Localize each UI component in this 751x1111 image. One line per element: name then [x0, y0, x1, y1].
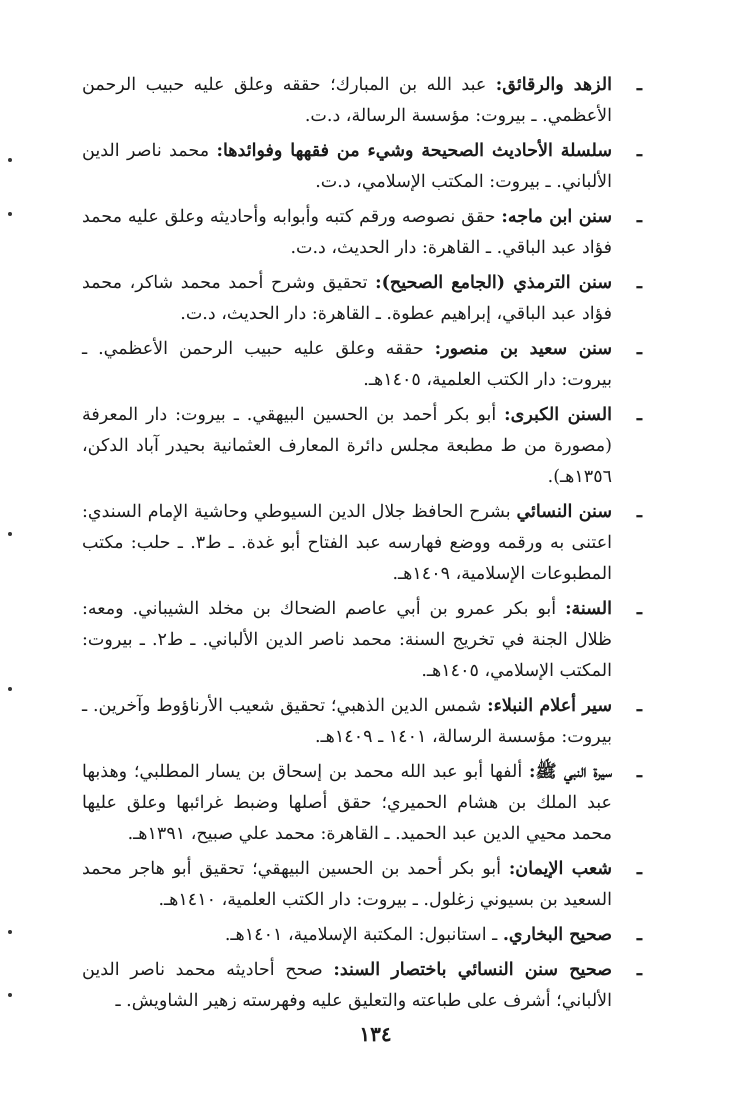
margin-dot — [8, 532, 12, 536]
entry-dash: ـ — [636, 925, 642, 945]
entry-dash: ـ — [636, 273, 642, 293]
entry-title: سلسلة الأحاديث الصحيحة وشيء من فقهها وفوائدها: — [216, 141, 612, 161]
bibliography-entry — [82, 497, 642, 590]
bibliography-entry — [82, 400, 642, 493]
entry-title: صحيح سنن النسائي باختصار السند: — [333, 960, 612, 980]
entry-title: سيرة النبي ﷺ: — [528, 762, 612, 782]
bibliography-entry — [82, 854, 642, 916]
entry-dash: ـ — [636, 339, 642, 359]
margin-dot — [8, 930, 12, 934]
entry-text: محمد ناصر الدين الألباني. ـ بيروت: المكتب الإسلامي، د.ت. — [82, 141, 612, 192]
entry-title: صحيح البخاري. — [502, 925, 612, 945]
entry-dash: ـ — [636, 141, 642, 161]
entry-dash: ـ — [636, 75, 642, 95]
entry-title: شعب الإيمان: — [508, 859, 612, 879]
entry-text: أبو بكر أحمد بن الحسين البيهقي. ـ بيروت: دار المعرفة (مصورة من ط مطبعة مجلس دائرة المعارف العثمانية بحيدر آباد الدكن، ١٣٥٦هـ). — [82, 405, 612, 487]
entry-title: سنن الترمذي (الجامع الصحيح): — [375, 273, 612, 293]
bibliography-entry — [82, 268, 642, 330]
entry-title: سير أعلام النبلاء: — [487, 696, 612, 716]
entry-dash: ـ — [636, 859, 642, 879]
entry-text: بشرح الحافظ جلال الدين السيوطي وحاشية الإمام السندي: اعتنى به ورقمه ووضع فهارسه عبد الفتاح أبو غدة. ـ ط٣. ـ حلب: مكتب المطبوعات الإسلامية، ١٤٠٩هـ. — [82, 502, 612, 584]
entry-text: حقق نصوصه ورقم كتبه وأبوابه وأحاديثه وعلق عليه محمد فؤاد عبد الباقي. ـ القاهرة: دار الحديث، د.ت. — [82, 207, 612, 258]
entry-dash: ـ — [636, 502, 642, 522]
bibliography-entry — [82, 136, 642, 198]
entry-title: السنة: — [565, 599, 612, 619]
entry-title: سنن سعيد بن منصور: — [434, 339, 612, 359]
entry-title: الزهد والرقائق: — [495, 75, 612, 95]
entry-dash: ـ — [636, 960, 642, 980]
bibliography-list — [82, 70, 642, 1021]
bibliography-entry — [82, 202, 642, 264]
entry-text: ألفها أبو عبد الله محمد بن إسحاق بن يسار المطلبي؛ وهذبها عبد الملك بن هشام الحميري؛ حقق أصلها وضبط غرائبها وعلق عليها محمد محيي الدين عبد الحميد. ـ القاهرة: محمد علي صبيح، ١٣٩١هـ. — [82, 762, 612, 844]
entry-dash: ـ — [636, 207, 642, 227]
entry-dash: ـ — [636, 599, 642, 619]
bibliography-entry — [82, 955, 642, 1017]
entry-dash: ـ — [636, 405, 642, 425]
entry-title: السنن الكبرى: — [504, 405, 612, 425]
page-number: ١٣٤ — [359, 1022, 392, 1046]
entry-dash: ـ — [636, 696, 642, 716]
bibliography-entry — [82, 334, 642, 396]
entry-dash: ـ — [636, 762, 642, 782]
bibliography-entry — [82, 70, 642, 132]
entry-text: عبد الله بن المبارك؛ حققه وعلق عليه حبيب الرحمن الأعظمي. ـ بيروت: مؤسسة الرسالة، د.ت. — [82, 75, 612, 126]
entry-title: سنن ابن ماجه: — [501, 207, 612, 227]
bibliography-entry — [82, 920, 642, 951]
bibliography-entry — [82, 757, 642, 850]
margin-dot — [8, 212, 12, 216]
entry-text: شمس الدين الذهبي؛ تحقيق شعيب الأرناؤوط وآخرين. ـ بيروت: مؤسسة الرسالة، ١٤٠١ ـ ١٤٠٩هـ. — [82, 696, 612, 747]
margin-dot — [8, 993, 12, 997]
margin-dot — [8, 158, 12, 162]
entry-text: حققه وعلق عليه حبيب الرحمن الأعظمي. ـ بيروت: دار الكتب العلمية، ١٤٠٥هـ. — [82, 339, 612, 390]
bibliography-entry — [82, 691, 642, 753]
entry-text: ـ استانبول: المكتبة الإسلامية، ١٤٠١هـ. — [224, 925, 498, 945]
entry-text: أبو بكر أحمد بن الحسين البيهقي؛ تحقيق أبو هاجر محمد السعيد بن بسيوني زغلول. ـ بيروت: دار الكتب العلمية، ١٤١٠هـ. — [82, 859, 612, 910]
margin-dot — [8, 687, 12, 691]
entry-text: صحح أحاديثه محمد ناصر الدين الألباني؛ أشرف على طباعته والتعليق عليه وفهرسته زهير الشاويش. ـ — [82, 960, 612, 1011]
bibliography-entry — [82, 594, 642, 687]
entry-title: سنن النسائي — [516, 502, 612, 522]
entry-text: تحقيق وشرح أحمد محمد شاكر، محمد فؤاد عبد الباقي، إبراهيم عطوة. ـ القاهرة: دار الحديث، د.ت. — [82, 273, 612, 324]
entry-text: أبو بكر عمرو بن أبي عاصم الضحاك بن مخلد الشيباني. ومعه: ظلال الجنة في تخريج السنة: محمد ناصر الدين الألباني. ـ ط٢. ـ بيروت: المكتب الإسلامي، ١٤٠٥هـ. — [82, 599, 612, 681]
